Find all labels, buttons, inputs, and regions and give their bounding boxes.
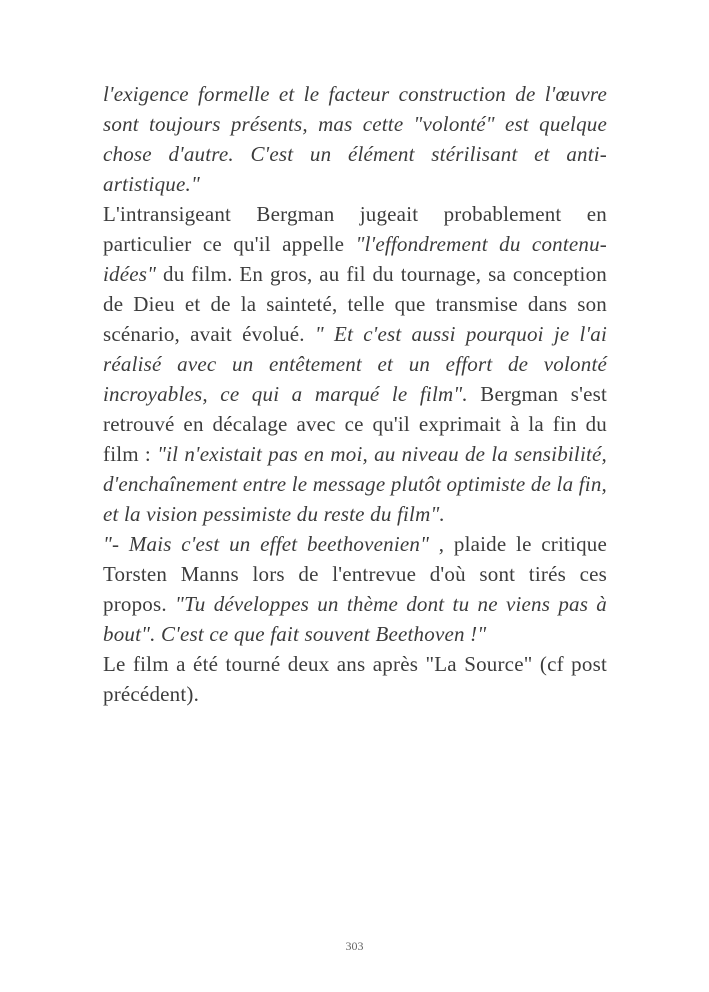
paragraph	[103, 79, 607, 199]
page-text	[103, 79, 607, 709]
italic-text-run: l'exigence formelle et le facteur construction de l'œuvre sont toujours présents, mas cette "volonté" est quelque chose d'autre. C'est un élément stérilisant et anti-artistique."	[103, 82, 607, 196]
text-run: Bergman s'est retrouvé en décalage avec ce qu'il exprimait à la fin du film :	[103, 382, 607, 466]
italic-text-run: "- Mais c'est un effet beethovenien"	[103, 532, 439, 556]
italic-text-run: "l'effondrement du contenu-idées"	[103, 232, 607, 286]
text-run: Le film a été tourné deux ans après "La Source" (cf post précédent).	[103, 652, 607, 706]
page-number: 303	[345, 939, 364, 953]
text-run: du film. En gros, au fil du tournage, sa conception de Dieu et de la sainteté, telle que transmise dans son scénario, avait évolué.	[103, 262, 607, 346]
italic-text-run: "Tu développes un thème dont tu ne viens pas à bout". C'est ce que fait souvent Beethoven !"	[103, 592, 608, 646]
text-run: , plaide le critique Torsten Manns lors de l'entrevue d'où sont tirés ces propos.	[103, 532, 607, 616]
paragraph	[103, 199, 607, 529]
text-run: L'intransigeant Bergman jugeait probablement en particulier ce qu'il appelle	[103, 202, 607, 256]
paragraph	[103, 529, 607, 649]
italic-text-run: "il n'existait pas en moi, au niveau de la sensibilité, d'enchaînement entre le message plutôt optimiste de la fin, et la vision pessimiste du reste du film".	[103, 442, 608, 526]
italic-text-run: " Et c'est aussi pourquoi je l'ai réalisé avec un entêtement et un effort de volonté incroyables, ce qui a marqué le film".	[103, 322, 607, 406]
paragraph	[103, 649, 607, 709]
